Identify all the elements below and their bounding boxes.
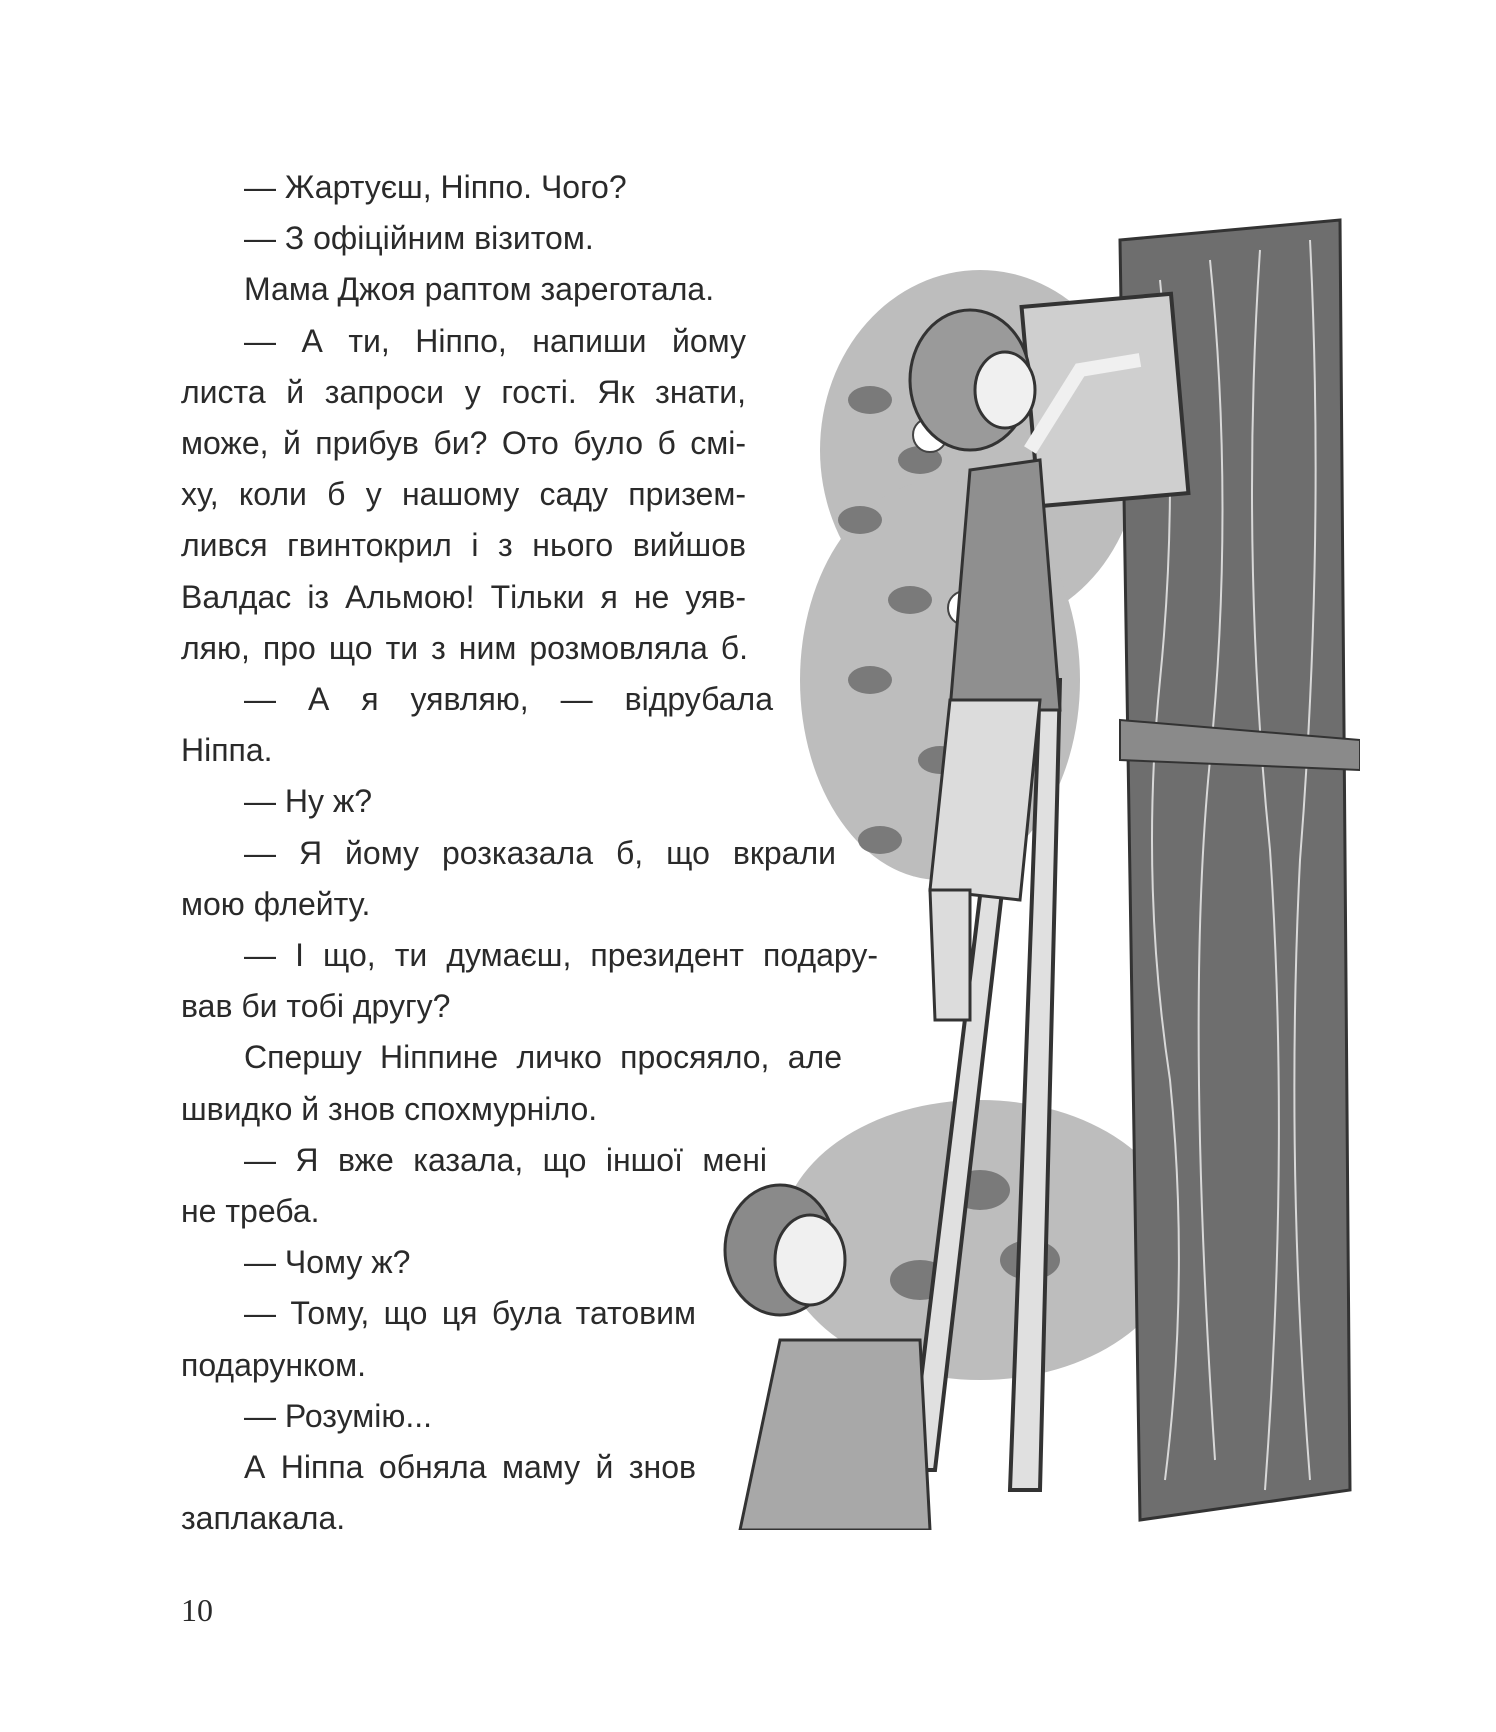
illustration-woman-on-ladder: [720, 200, 1360, 1530]
text-line: ляю, про що ти з ним розмовляла б.: [181, 629, 748, 666]
text-line: — Чому ж?: [244, 1244, 411, 1281]
text-line: мою флейту.: [181, 885, 371, 922]
text-line: — Я йому розказала б, що вкрали: [244, 834, 836, 871]
text-line: ху, коли б у нашому саду призем-: [181, 476, 746, 513]
text-line: — І що, ти думаєш, президент подару-: [244, 937, 878, 973]
text-line: — Ну ж?: [244, 783, 373, 820]
text-line: — А я уявляю, — відрубала: [244, 681, 773, 717]
text-line: Валдас із Альмою! Тільки я не уяв-: [181, 578, 746, 615]
text-line: — Я вже казала, що іншої мені: [244, 1141, 767, 1178]
text-line: лився гвинтокрил і з нього вийшов: [181, 527, 746, 564]
text-line: — А ти, Ніппо, напиши йому: [244, 322, 746, 359]
text-line: не треба.: [181, 1193, 320, 1229]
text-line: Спершу Ніппине личко просяяло, але: [244, 1039, 842, 1076]
text-line: швидко й знов спохмурніло.: [181, 1090, 598, 1127]
text-line: А Ніппа обняла маму й знов: [244, 1449, 696, 1485]
text-line: — Розумію...: [244, 1397, 432, 1434]
text-line: Ніппа.: [181, 732, 273, 769]
text-line: вав би тобі другу?: [181, 988, 451, 1025]
text-line: подарунком.: [181, 1346, 367, 1383]
text-line: листа й запроси у гості. Як знати,: [181, 373, 746, 410]
text-line: — Жартуєш, Ніппо. Чого?: [244, 169, 627, 205]
picture-frame: [1022, 294, 1189, 506]
text-line: Мама Джоя раптом зареготала.: [244, 271, 715, 308]
text-line: — Тому, що ця була татовим: [244, 1295, 696, 1332]
text-line: заплакала.: [181, 1500, 346, 1537]
page-number: 10: [181, 1592, 213, 1628]
text-line: може, й прибув би? Ото було б смі-: [181, 425, 746, 461]
text-line: — З офіційним візитом.: [244, 220, 594, 257]
